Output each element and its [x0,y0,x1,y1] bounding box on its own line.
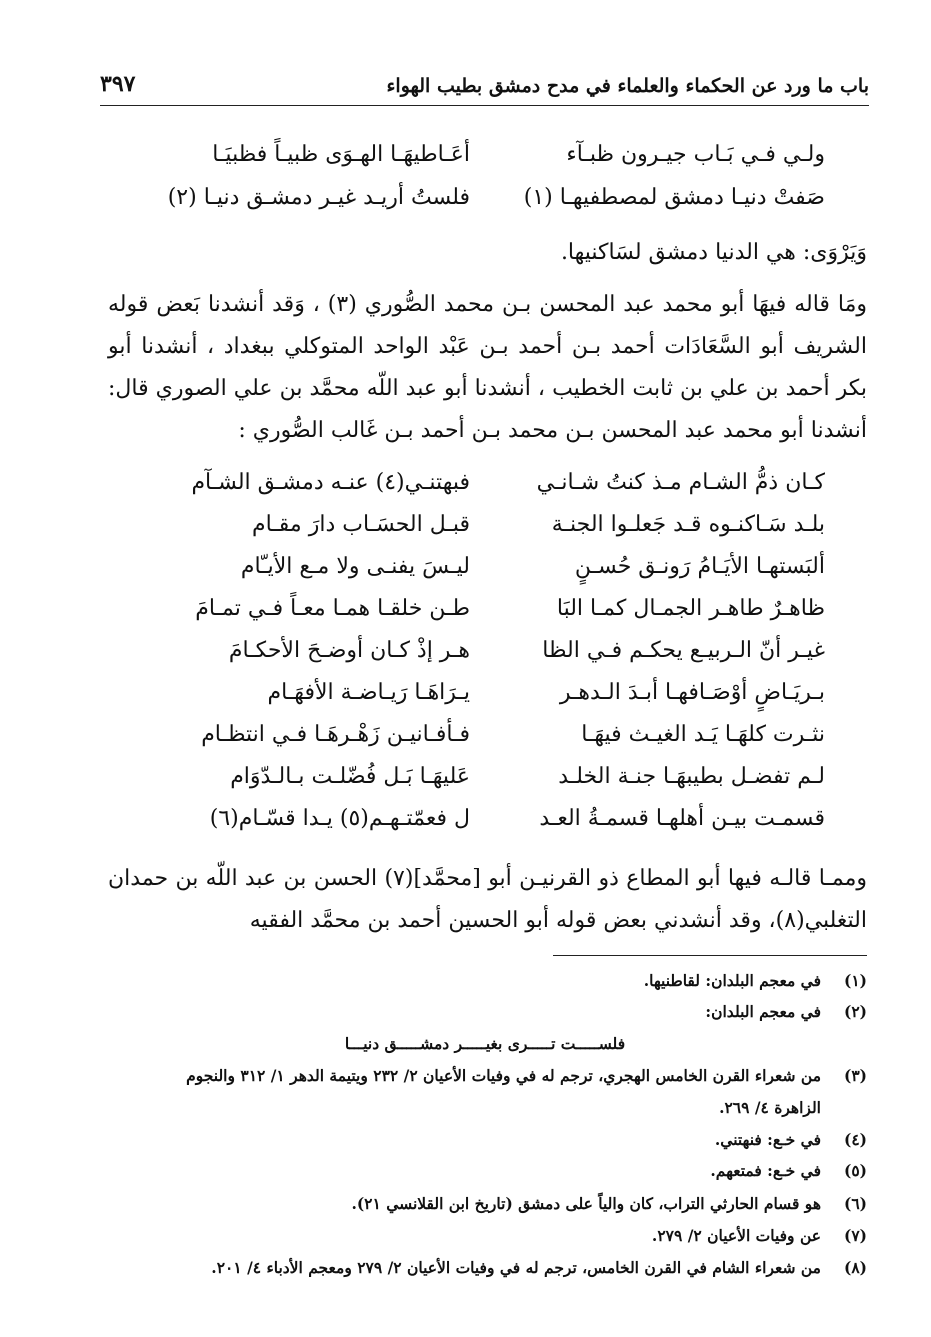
paragraph-continuation [108,858,867,942]
footnote-text: في معجم البلدان: لقاطنيها. [643,971,821,990]
verse-line [160,638,825,678]
verse-line [160,185,825,225]
footnote [90,996,867,1027]
footnote-number: (٢) [843,1002,867,1021]
footnote-number: (٤) [843,1130,867,1149]
footnote-number: (٧) [843,1226,867,1245]
footnote [90,1124,867,1155]
page-header [100,66,869,106]
verse-line [160,470,825,510]
footnote-separator [553,955,867,956]
footnote [90,1188,867,1219]
paragraph-text: وممـا قالـه فيها أبو المطاع ذو القرنيـن أبو [محمَّد](٧) الحسن بن عبد اللّه بن حمدان التغلبي(٨)، وقد أنشدني بعض قوله أبو الحسين أحمد بن محمَّد الفقيه [108,866,867,933]
verse-line [160,512,825,552]
verse-hemistich-second: قبـل الحسَـاب دارَ مقـام [252,512,470,537]
footnote-text: من شعراء الشام في القرن الخامس، ترجم له في وفيات الأعيان ٢/ ٢٧٩ ومعجم الأدباء ٤/ ٢٠١. [211,1258,821,1277]
footnote-number: (٣) [843,1066,867,1085]
footnote [90,1252,867,1283]
verse-hemistich-second: فلستُ أريـد غيـر دمشـق دنيـا (٢) [167,185,470,210]
verse-line [160,554,825,594]
verse-hemistich-second: طـن خلقـا همـا معـاً فـي تمـامَ [195,596,470,621]
footnote [90,965,867,996]
verse-line [160,142,825,182]
footnote [90,1155,867,1186]
verse-hemistich-first: صَفتْ دنيـا دمشق لمصطفيهـا (١) [523,185,825,210]
footnote-text: في خـع: فنهتني. [714,1130,821,1149]
footnote-number: (٨) [843,1258,867,1277]
footnote [90,1220,867,1251]
verse-hemistich-first: بلـد سَـاكنـوه قـد جَعلـوا الجنـة [551,512,825,537]
verse-hemistich-second: ليـسَ يفنـى ولا مـع الأيـّام [240,554,470,579]
footnote-text: عن وفيات الأعيان ٢/ ٢٧٩. [651,1226,821,1245]
footnote-text: في خـع: فمتعهم. [710,1161,821,1180]
verse-hemistich-first: كـان ذمُّ الشـام مـذ كنتُ شـانـي [536,470,825,495]
verse-line [160,764,825,804]
verse-hemistich-first: ألبَستهـا الأيَـامُ رَونـق حُسـنٍ [574,554,825,579]
verse-hemistich-second: يـرَاهَـا رَيـاضـة الأفهَـام [267,680,470,705]
footnote [90,1060,867,1091]
variant-text: وَيَرْوَى: هي الدنيا دمشق لسَاكنيها. [560,240,867,265]
verse-line [160,680,825,720]
verse-hemistich-first: غيـر أنّ الـربيـع يحكـم فـي الظا [542,638,825,663]
verse-hemistich-second: أعَـاطيهَـا الهـوَى ظبيـاً فظبيَـا [212,142,470,167]
page-number: ٣٩٧ [100,71,136,97]
verse-hemistich-second: هـر إذْ كـان أوضـحَ الأحكـامَ [228,638,470,663]
verse-line [160,722,825,762]
verse-line [160,806,825,846]
verse-line [160,596,825,636]
footnote-text: من شعراء القرن الخامس الهجري، ترجم له في وفيات الأعيان ٢/ ٢٣٢ ويتيمة الدهر ١/ ٣١٢ والنجوم [186,1066,821,1085]
verse-hemistich-first: قسمـت بيـن أهلهـا قسمـةُ العـد [539,806,825,831]
footnote-verse: فلســـــت تـــــرى بغيـــــر دمشـــــق دنيـــا [344,1034,626,1053]
verse-hemistich-first: ظاهـرٌ طاهـر الجمـال كمـا البَا [556,596,825,621]
footnote-number: (٦) [843,1194,867,1213]
verse-hemistich-second: عَليهَـا بَـل فُضّلـت بـالـدّوَام [230,764,470,789]
verse-hemistich-second: فبهتنـي(٤) عنـه دمشـق الشـآم [191,470,470,495]
verse-hemistich-first: لـم تفضـل بطيبهَـا جنـة الخلـد [558,764,825,789]
verse-hemistich-first: نثـرت كلهَـا يَـد الغيـث فيهَـا [581,722,825,747]
footnote-text: في معجم البلدان: [705,1002,821,1021]
running-title: باب ما ورد عن الحكماء والعلماء في مدح دمشق بطيب الهواء [386,75,869,97]
verse-hemistich-second: فـأفـانيـن زَهْـرهَـا فـي انتظـام [201,722,470,747]
paragraph-intro [108,284,867,452]
verse-hemistich-second: ل فعمّتـهـم(٥) يـدا قسّـام(٦) [209,806,470,831]
paragraph-text: ومَا قاله فيهَا أبو محمد عبد المحسن بـن محمد الصُّوري (٣) ، وَقد أنشدنا بَعض قوله الشريف أبو السَّعَادَات أحمد بـن أحمد بـن عَبْد الواحد المتوكلي ببغداد ، أنشدنا أبو بكر أحمد بن علي بن ثابت الخطيب ، أنشدنا أبو عبد اللّه محمَّد بن علي الصوري قال: أنشدنا أبو محمد عبد المحسن بـن محمد بـن أحمد بـن غَالب الصُّوري : [108,292,867,443]
footnote-text: هو قسام الحارثي التراب، كان والياً على دمشق (تاريخ ابن القلانسي ٢١). [351,1194,821,1213]
verse-hemistich-first: ولـي فـي بَـاب جيـرون ظبـآء [566,142,825,167]
footnote-continuation: الزاهرة ٤/ ٢٦٩. [719,1098,821,1117]
verse-hemistich-first: بـريَـاضٍ أوْصَـافهـا أبـدَ الـدهـر [559,680,825,705]
footnote-number: (١) [843,971,867,990]
footnote-number: (٥) [843,1161,867,1180]
variant-reading [108,232,867,274]
